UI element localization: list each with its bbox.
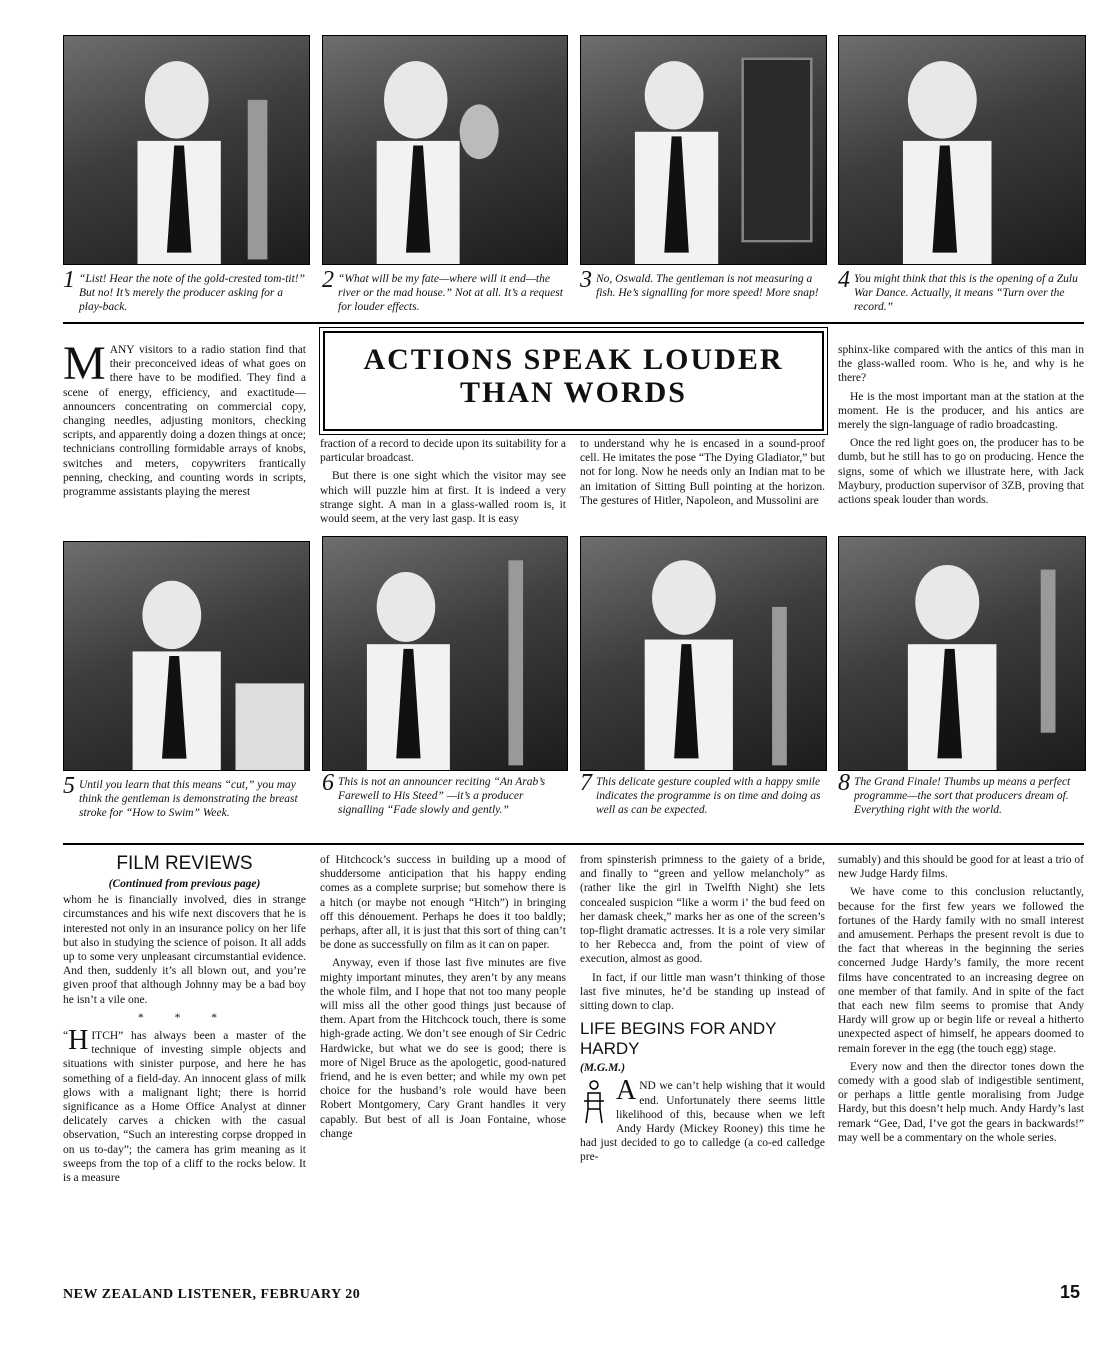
caption-number: 5 — [63, 773, 75, 799]
drop-cap: A — [616, 1075, 637, 1107]
divider — [63, 843, 1084, 845]
film-column-3 — [580, 853, 825, 1169]
caption-8 — [838, 770, 1084, 831]
review-text: from spinsterish primness to the gaiety of a bride, and finally to “green and yellow melancholy” as (rather like the girl in Twelfth Night) she lets concealed suspicion “like a worm i’ the bud feed on her damask cheek,” marks her as one of the screen’s top-flight dramatic actresses. It is a role very similar to her Rebecca and, from the point of view of execution, almost as good. — [580, 854, 825, 966]
review-text: of Hitchcock’s success in building up a mood of shuddersome anticipation that his happy ending comes as a complete surprise; but somehow there is a hitch (or maybe not enough “Hitch”) in bringing off this dénouement. Perhaps he does it too baldly; perhaps, after all, it is just that this sort of thing can’t be done as successfully on film as it can on paper. — [320, 854, 566, 952]
review-text: whom he is financially involved, dies in strange circumstances and his wife next discovers that he is interested not only in an insurance policy on her life but also in studying the science of poison. It all adds up to some very unpleasant circumstantial evidence. And then, suddenly it’s all blown out, and you’re given proof that although Johnny may be a bad boy he isn’t a vile one. — [63, 894, 306, 1006]
title-line-2: THAN WORDS — [460, 376, 687, 409]
film-column-2 — [320, 853, 566, 1145]
caption-5 — [63, 773, 308, 834]
article-text: ANY visitors to a radio station find that their preconceived ideas of what goes on there have to be modified. They find a scene of energy, efficiency, and exactitude—announcers concentrating on commercial copy, changing needles, adjusting monitors, checking scripts, and apparently doing a dozen things at once; technicians controlling formidable arrays of knobs, switches and meters, copywriters frantically penning, checking, and counting words in scripts, programme assistants playing the merest — [63, 344, 306, 499]
studio-label: (M.G.M.) — [580, 1062, 626, 1075]
photo-8 — [838, 536, 1086, 771]
photo-6 — [322, 536, 568, 771]
caption-number: 6 — [322, 770, 334, 796]
producer-photo-icon — [64, 542, 309, 770]
review-text: ITCH” has always been a master of the technique of investing simple objects and situations with sinister purpose, and here he has something of a field-day. An innocent glass of milk glows with a malignant light; there is horrid significance as a Home Office Analyst at dinner delicately carves a chicken with the casual observation, “Such an interesting corpse dropped in on us to-day”; the camera has grim meaning as it sweeps from the top of a cliff to the rocks below. It is a measure — [63, 1030, 306, 1185]
film-column-4 — [838, 853, 1084, 1149]
review-text: We have come to this conclusion reluctantly, because for the first few years we followed the fortunes of the Hardy family with no small interest and amusement. Perhaps the present revolt is due to the fact that whereas in the beginning the series concerned Judge Hardy’s family, the more recent films have concentrated to an increasing degree on one member of that family. And in spite of the fact that each new film seems to promise that Andy Hardy will grow up or begin life or reveal a hitherto unexpected aspect of himself, he appears doomed to remain forever in the egg (the touch egg) stage. — [838, 886, 1084, 1055]
caption-number: 8 — [838, 770, 850, 796]
caption-text: You might think that this is the opening of a Zulu War Dance. Actually, it means “Turn over the record.” — [854, 273, 1078, 313]
title-line-1: ACTIONS SPEAK LOUDER — [363, 343, 784, 376]
caption-number: 2 — [322, 267, 334, 293]
caption-2 — [322, 267, 566, 318]
caption-7 — [580, 770, 825, 831]
caption-text: “What will be my fate—where will it end—the river or the mad house.” Not at all. It’s a request for louder effects. — [338, 273, 563, 313]
article-text: Once the red light goes on, the producer has to be dumb, but he still has to go on producing. Hence the signs, some of which we illustrate here, with Jack Maybury, production supervisor of 3ZB, proving that actions speak louder than words. — [838, 437, 1084, 507]
caption-number: 4 — [838, 267, 850, 293]
caption-text: The Grand Finale! Thumbs up means a perfect programme—the sort that producers dream of. Everything right with the world. — [854, 776, 1071, 816]
article-title — [323, 331, 824, 431]
article-text: fraction of a record to decide upon its suitability for a particular broadcast. — [320, 438, 566, 465]
review-text: Anyway, even if those last five minutes are five mighty important minutes, they aren’t by any means the whole film, and I hope that not too many people will miss all the other good things just because of them. Apart from the Hitchcock touch, there is some high-grade acting. We don’t see enough of Sir Cedric Hardwicke, but what we do see is good; there is more of Nigel Bruce as the apologetic, good-natured friend, and he is even better; and while my own pet choice for the husband’s role would have been Robert Montgomery, Cary Grant handles it very capably. But best of all is Joan Fontaine, whose change — [320, 957, 566, 1140]
section-heading: FILM REVIEWS — [116, 853, 253, 874]
film-column-1 — [63, 853, 306, 1189]
producer-photo-icon — [323, 36, 567, 264]
photo-2 — [322, 35, 568, 265]
caption-number: 3 — [580, 267, 592, 293]
photo-1 — [63, 35, 310, 265]
caption-3 — [580, 267, 825, 318]
article-column-1 — [63, 337, 306, 503]
photo-5 — [63, 541, 310, 771]
caption-number: 7 — [580, 770, 592, 796]
divider — [63, 322, 1084, 324]
quote-mark: “ — [63, 1030, 69, 1043]
photo-4 — [838, 35, 1086, 265]
photo-7 — [580, 536, 827, 771]
article-column-4 — [838, 343, 1084, 511]
photo-3 — [580, 35, 827, 265]
caption-number: 1 — [63, 267, 75, 293]
footer-publication: NEW ZEALAND LISTENER, FEBRUARY 20 — [63, 1287, 361, 1302]
drop-cap: M — [63, 337, 106, 390]
section-break: * * * — [138, 1011, 231, 1024]
caption-text: This delicate gesture coupled with a happy smile indicates the programme is on time and doing as well as can be expected. — [596, 776, 821, 816]
page-number: 15 — [1060, 1282, 1081, 1302]
caption-text: No, Oswald. The gentleman is not measuring a fish. He’s signalling for more speed! More snap! — [596, 273, 819, 299]
producer-photo-icon — [839, 537, 1085, 770]
article-text: But there is one sight which the visitor may see which will puzzle him at first. It is indeed a very strange sight. A man in a glass-walled room is, it would seem, at the very last gasp. It is easy — [320, 470, 566, 526]
producer-photo-icon — [581, 36, 826, 264]
caption-1 — [63, 267, 308, 318]
review-text: ND we can’t help wishing that it would end. Unfortunately there seems little likelihood of this, because when we left Andy Hardy (Mickey Rooney) this time he had just decided to go to calledge (a co-ed calledge pre- — [580, 1080, 825, 1164]
producer-photo-icon — [581, 537, 826, 770]
article-column-2 — [320, 437, 566, 530]
caption-text: This is not an announcer reciting “An Arab’s Farewell to His Steed” —it’s a producer signalling “Fade slowly and gently.” — [338, 776, 546, 816]
article-text: He is the most important man at the station at the moment. He is the producer, and his antics are merely the sign-language of radio broadcasting. — [838, 390, 1084, 432]
chair-icon — [580, 1079, 610, 1125]
producer-photo-icon — [839, 36, 1085, 264]
producer-photo-icon — [323, 537, 567, 770]
article-column-3 — [580, 437, 825, 512]
continued-note: (Continued from previous page) — [108, 878, 261, 890]
drop-cap: H — [68, 1025, 89, 1057]
section-heading: LIFE BEGINS FOR ANDY HARDY — [580, 1019, 777, 1059]
article-text: sphinx-like compared with the antics of this man in the glass-walled room. Who is he, and why is he there? — [838, 344, 1084, 385]
caption-text: “List! Hear the note of the gold-crested tom-tit!” But no! It’s merely the producer asking for a play-back. — [79, 273, 306, 313]
caption-4 — [838, 267, 1084, 318]
caption-text: Until you learn that this means “cut,” you may think the gentleman is demonstrating the breast stroke for “How to Swim” Week. — [79, 779, 298, 819]
review-text: In fact, if our little man wasn’t thinking of those last five minutes, he’d be standing up instead of sitting down to clap. — [580, 971, 825, 1013]
review-text: Every now and then the director tones down the comedy with a good slab of indigestible sentiment, or perhaps a little gentle moralising from Judge Hardy, but this doesn’t help much. Andy Hardy’s last remark “Gee, Dad, I’ve got the gears in backwards!” may well be a commentary on the whole series. — [838, 1060, 1084, 1144]
caption-6 — [322, 770, 566, 831]
review-text: sumably) and this should be good for at least a trio of new Judge Hardy films. — [838, 854, 1084, 881]
producer-photo-icon — [64, 36, 309, 264]
article-text: to understand why he is encased in a sound-proof cell. He imitates the pose “The Dying Gladiator,” but not for long. Now he needs only an Indian mat to be an imitation of Sitting Bull pointing at the horizon. The gestures of Hitler, Napoleon, and Mussolini are — [580, 438, 825, 507]
